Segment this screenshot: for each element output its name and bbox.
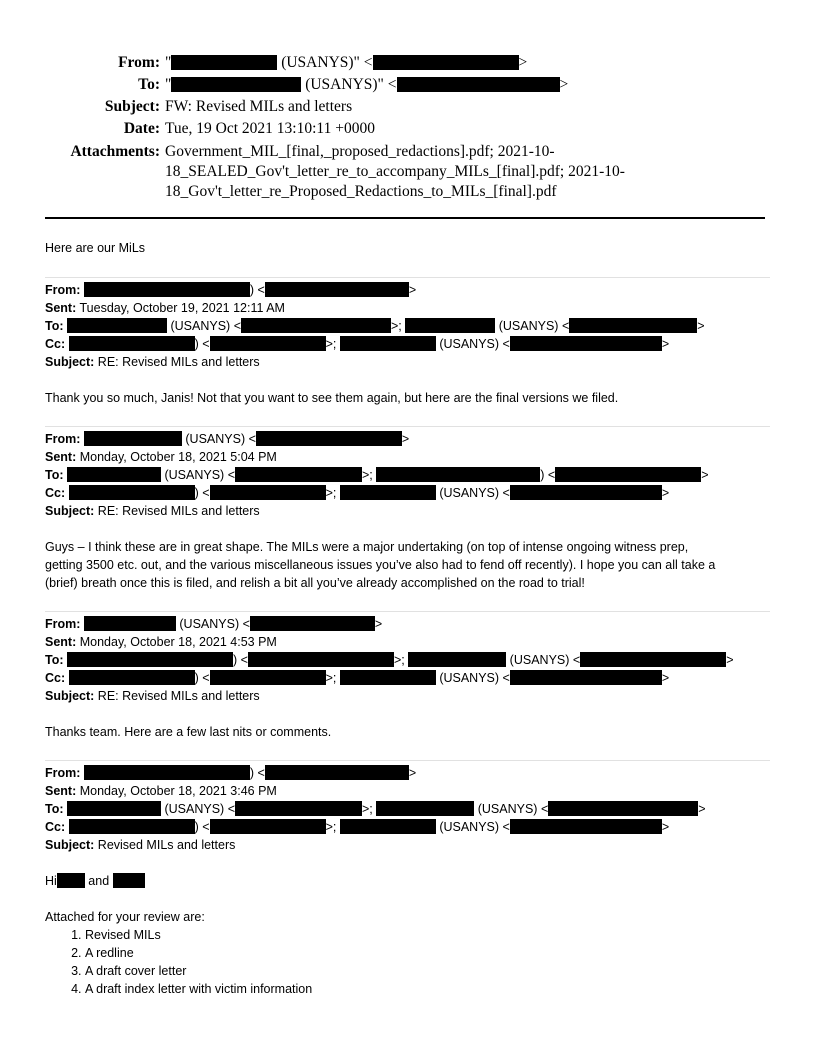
org-label: (USANYS) <box>170 319 231 333</box>
org-label: (USANYS) <box>477 802 538 816</box>
message-3-body: Thanks team. Here are a few last nits or comments. <box>45 725 332 739</box>
header-from-org: (USANYS) <box>281 54 354 71</box>
header-from-label: From: <box>118 54 160 71</box>
attachment-link[interactable]: 18_SEALED_Gov't_letter_re_to_accompany_MILs_[final].pdf; 2021-10- <box>165 163 625 180</box>
subject-text: RE: Revised MILs and letters <box>97 355 260 369</box>
redaction <box>510 670 662 685</box>
message-1-header: From: ) < > Sent: Tuesday, October 19, 2021 12:11 AM To: (USANYS) < >; (USANYS) < > Cc: ) < >; (USANYS) < > Subject: RE: Revised MILs and letters <box>45 283 705 369</box>
message-separator <box>45 611 770 612</box>
message-3-header: From: (USANYS) < > Sent: Monday, October 18, 2021 4:53 PM To: ) < >; (USANYS) < > Cc: ) < >; (USANYS) < > Subject: RE: Revised MILs and letters <box>45 617 734 703</box>
cc-label: Cc: <box>45 820 66 834</box>
sent-date: Monday, October 18, 2021 4:53 PM <box>79 635 277 649</box>
attachment-link[interactable]: Government_MIL_[final,_proposed_redactions].pdf; 2021-10- <box>165 143 555 160</box>
org-label: (USANYS) <box>498 319 559 333</box>
attachment-list <box>45 926 770 998</box>
sent-label: Sent: <box>45 635 77 649</box>
redaction <box>57 873 85 888</box>
redaction <box>510 485 662 500</box>
redaction <box>210 819 326 834</box>
from-label: From: <box>45 283 81 297</box>
redaction <box>510 336 662 351</box>
subject-text: Revised MILs and letters <box>97 838 236 852</box>
subject-label: Subject: <box>45 689 95 703</box>
redaction <box>548 801 698 816</box>
redaction <box>69 336 195 351</box>
header-to-label: To: <box>138 76 160 93</box>
sent-date: Monday, October 18, 2021 3:46 PM <box>79 784 277 798</box>
subject-text: RE: Revised MILs and letters <box>97 689 260 703</box>
header-to-row: To: " (USANYS)" < > <box>40 74 780 96</box>
redaction <box>376 467 540 482</box>
header-subject-row <box>40 96 780 118</box>
redaction <box>235 801 362 816</box>
org-label: (USANYS) <box>439 671 500 685</box>
redaction <box>69 819 195 834</box>
sent-date: Tuesday, October 19, 2021 12:11 AM <box>79 301 285 315</box>
from-label: From: <box>45 432 81 446</box>
to-label: To: <box>45 468 64 482</box>
message-separator <box>45 760 770 761</box>
redaction <box>405 318 495 333</box>
redaction <box>84 616 176 631</box>
redaction <box>256 431 402 446</box>
org-label: (USANYS) <box>179 617 240 631</box>
sent-label: Sent: <box>45 450 77 464</box>
redaction <box>210 670 326 685</box>
redaction <box>373 55 519 70</box>
redaction <box>84 431 182 446</box>
subject-text: RE: Revised MILs and letters <box>97 504 260 518</box>
header-date: Tue, 19 Oct 2021 13:10:11 +0000 <box>165 120 375 137</box>
subject-label: Subject: <box>45 504 95 518</box>
redaction <box>67 467 161 482</box>
cc-label: Cc: <box>45 486 66 500</box>
org-label: (USANYS) <box>509 653 570 667</box>
org-label: (USANYS) <box>164 802 225 816</box>
subject-label: Subject: <box>45 355 95 369</box>
message-separator <box>45 277 770 278</box>
redaction <box>67 652 233 667</box>
redaction <box>67 801 161 816</box>
redaction <box>265 765 409 780</box>
sent-label: Sent: <box>45 784 77 798</box>
redaction <box>250 616 375 631</box>
redaction <box>340 485 436 500</box>
message-2-header: From: (USANYS) < > Sent: Monday, October 18, 2021 5:04 PM To: (USANYS) < >; ) < > Cc: ) < >; (USANYS) < > Subject: RE: Revised MILs and letters <box>45 432 709 518</box>
sent-label: Sent: <box>45 301 77 315</box>
redaction <box>340 819 436 834</box>
org-label: (USANYS) <box>439 337 500 351</box>
list-item: 4. A draft index letter with victim information <box>85 980 770 998</box>
redaction <box>510 819 662 834</box>
greeting <box>45 872 770 890</box>
subject-label: Subject: <box>45 838 95 852</box>
header-date-row <box>40 118 780 140</box>
cc-label: Cc: <box>45 671 66 685</box>
message-4-body <box>45 908 770 998</box>
list-item: 3. A draft cover letter <box>85 962 770 980</box>
redaction <box>340 336 436 351</box>
cc-label: Cc: <box>45 337 66 351</box>
redaction <box>248 652 394 667</box>
to-label: To: <box>45 319 64 333</box>
greeting-and: and <box>88 874 110 888</box>
redaction <box>569 318 697 333</box>
header-attachments-row <box>40 142 780 202</box>
header-to-org: (USANYS) <box>305 76 378 93</box>
redaction <box>210 336 326 351</box>
redaction <box>67 318 167 333</box>
attachment-link[interactable]: 18_Gov't_letter_re_Proposed_Redactions_to_MILs_[final].pdf <box>165 183 557 200</box>
redaction <box>113 873 145 888</box>
body-line: Guys – I think these are in great shape. The MILs were a major undertaking (on top of intense ongoing witness prep, <box>45 540 689 554</box>
sent-date: Monday, October 18, 2021 5:04 PM <box>79 450 277 464</box>
org-label: (USANYS) <box>164 468 225 482</box>
redaction <box>397 77 560 92</box>
from-label: From: <box>45 617 81 631</box>
redaction <box>84 282 250 297</box>
header-from-row: From: " (USANYS)" < > <box>40 52 780 74</box>
greeting-hi: Hi <box>45 874 57 888</box>
org-label: (USANYS) <box>185 432 246 446</box>
attached-intro: Attached for your review are: <box>45 910 205 924</box>
to-label: To: <box>45 653 64 667</box>
from-label: From: <box>45 766 81 780</box>
redaction <box>580 652 726 667</box>
header-subject-label: Subject: <box>104 98 160 115</box>
list-item: 1. Revised MILs <box>85 926 770 944</box>
message-separator <box>45 426 770 427</box>
redaction <box>84 765 250 780</box>
body-line: (brief) breath once this is filed, and relish a bit all you’ve already accomplished on the road to trial! <box>45 576 585 590</box>
redaction <box>235 467 362 482</box>
redaction <box>265 282 409 297</box>
intro-text: Here are our MiLs <box>45 241 146 255</box>
list-item: 2. A redline <box>85 944 770 962</box>
header-date-label: Date: <box>123 120 160 137</box>
header-attachments-label: Attachments: <box>70 143 160 160</box>
redaction <box>408 652 506 667</box>
redaction <box>376 801 474 816</box>
redaction <box>171 77 301 92</box>
redaction <box>210 485 326 500</box>
org-label: (USANYS) <box>439 486 500 500</box>
body-line: getting 3500 etc. out, and the various miscellaneous issues you’ve also had to fend off recently). I hope you can all take a <box>45 558 716 572</box>
org-label: (USANYS) <box>439 820 500 834</box>
redaction <box>340 670 436 685</box>
to-label: To: <box>45 802 64 816</box>
redaction <box>69 670 195 685</box>
message-1-body: Thank you so much, Janis! Not that you want to see them again, but here are the final versions we filed. <box>45 391 619 405</box>
header-divider <box>45 217 765 219</box>
redaction <box>555 467 701 482</box>
redaction <box>241 318 391 333</box>
header-subject: FW: Revised MILs and letters <box>165 98 353 115</box>
message-4-header: From: ) < > Sent: Monday, October 18, 2021 3:46 PM To: (USANYS) < >; (USANYS) < > Cc: ) < >; (USANYS) < > Subject: Revised MILs and letters <box>45 766 706 852</box>
redaction <box>69 485 195 500</box>
email-header <box>40 52 780 202</box>
redaction <box>171 55 277 70</box>
message-2-body <box>45 538 770 592</box>
